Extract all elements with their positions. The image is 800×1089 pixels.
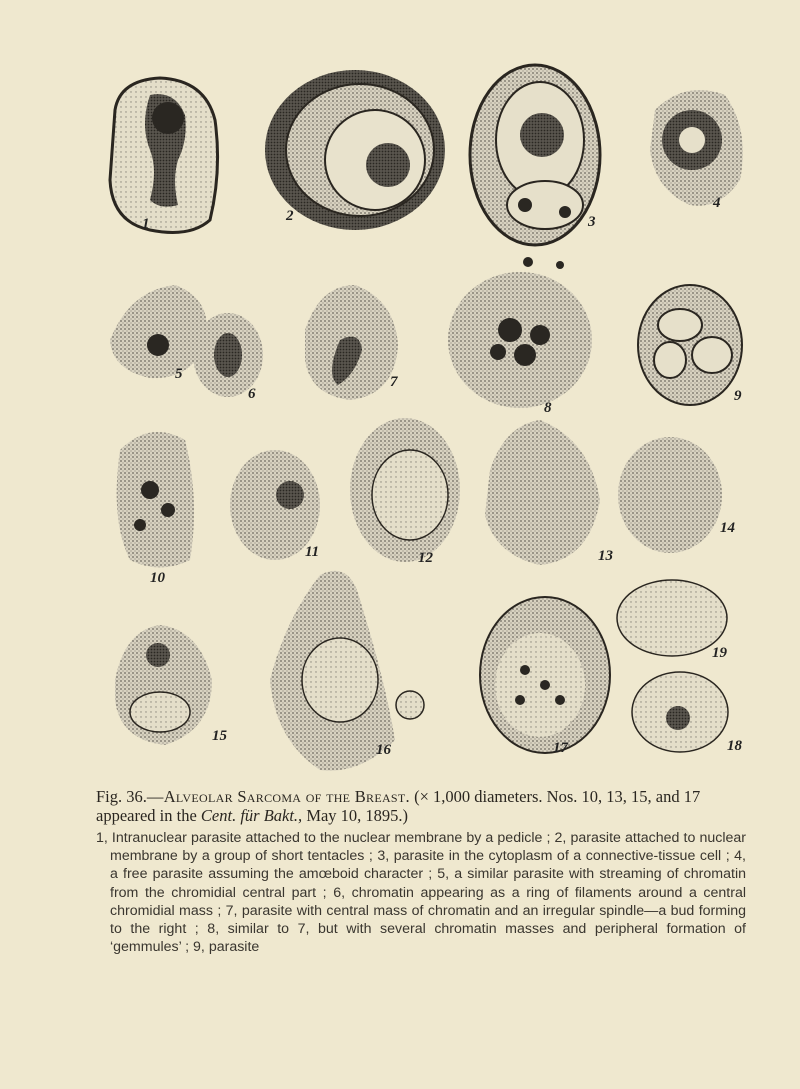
magnification: (× 1,000 diameters. [414,787,543,806]
cell-8 [448,257,592,408]
cell-number-8: 8 [544,400,552,416]
cell-number-19: 19 [712,645,727,661]
cell-6 [193,313,263,397]
cell-number-9: 9 [734,388,742,404]
cell-9 [638,285,742,405]
cell-5 [110,285,207,378]
cell-number-2: 2 [286,208,294,224]
cell-number-18: 18 [727,738,742,754]
cell-number-16: 16 [376,742,391,758]
cell-4 [650,90,743,206]
cell-16 [270,571,424,771]
cell-1 [110,78,218,232]
cell-number-4: 4 [713,195,721,211]
cell-number-11: 11 [305,544,320,560]
cell-number-17: 17 [553,740,568,756]
source-date: May 10, 1895.) [302,806,409,825]
cell-10 [117,432,194,568]
source-prefix: Nos. 10, 13, 15, and 17 appeared in the [96,787,701,825]
figure-description: 1, Intranuclear parasite attached to the nuclear membrane by a pedicle ; 2, parasite attached to nuclear membrane by a group of short tentacles ; 3, parasite in the cytoplasm of a connective-tissue cell ; 4, a free parasite assuming the amœboid character ; 5, a similar parasite with streaming of chromatin from the chromidial central part ; 6, chromatin appearing as a ring of filaments around a central chromidial mass ; 7, parasite with central mass of chromatin and an irregular spindle—a bud forming to the right ; 8, similar to 7, but with several chromatin masses and peripheral formation of ‘gemmules’ ; 9, parasite [96,830,746,956]
cell-13 [485,420,600,565]
figure-label: Fig. 36. [96,787,147,806]
figure-title: —Alveolar Sarcoma of the Breast. [146,787,410,806]
cell-number-7: 7 [390,374,398,390]
source-journal: Cent. für Bakt., [200,806,303,825]
cell-number-15: 15 [212,728,227,744]
cell-3 [470,65,600,245]
cell-18 [632,672,728,752]
cell-15 [115,625,212,745]
cell-number-10: 10 [150,570,165,586]
cell-19 [617,580,727,656]
cell-2 [265,70,445,230]
figure-caption [96,787,746,956]
cell-14 [618,437,722,553]
cell-number-3: 3 [588,214,596,230]
cell-number-14: 14 [720,520,735,536]
cell-number-13: 13 [598,548,613,564]
cell-17 [480,597,610,753]
cell-7 [305,285,398,400]
cell-12 [350,418,460,562]
cell-number-12: 12 [418,550,433,566]
cell-number-5: 5 [175,366,183,382]
cell-number-6: 6 [248,386,256,402]
cell-number-1: 1 [142,216,150,232]
